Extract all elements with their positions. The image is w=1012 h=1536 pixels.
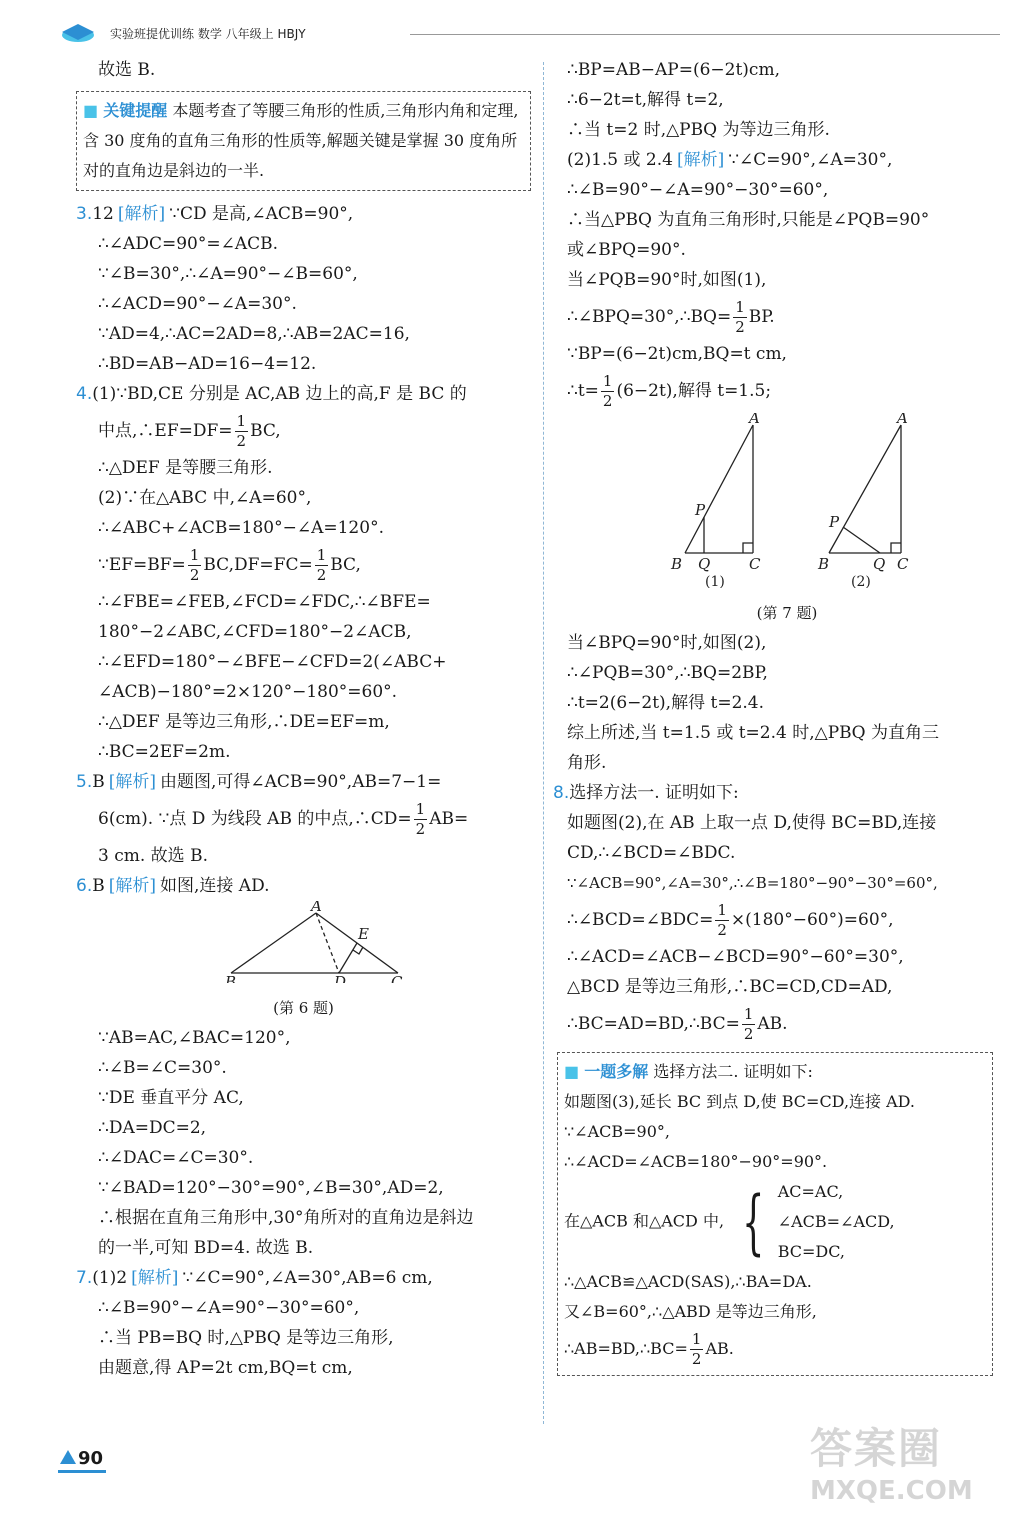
q4-line-1: [76, 379, 531, 409]
answer: B: [92, 772, 105, 792]
label-C: C: [391, 973, 403, 983]
label-Q: Q: [873, 555, 886, 573]
text: 由题图,可得∠ACB=90°,AB=7−1=: [160, 772, 442, 792]
label-D: D: [334, 973, 347, 983]
label-C: C: [749, 555, 761, 573]
key-tip-box: [76, 91, 531, 191]
text-line: ∴△ACB≌△ACD(SAS),∴BA=DA.: [564, 1272, 812, 1291]
question-number: 4.: [76, 384, 93, 404]
text-line: ∵AD=4,∴AC=2AD=8,∴AB=2AC=16,: [98, 324, 410, 344]
denominator: 2: [415, 820, 426, 838]
numerator: 1: [717, 901, 727, 919]
text-line: 故选 B.: [98, 60, 156, 80]
text-line: ∴BD=AB−AD=16−4=12.: [98, 354, 317, 374]
label-A: A: [749, 413, 760, 427]
system-line: BC=DC,: [777, 1242, 845, 1261]
text-line: ∴当 PB=BQ 时,△PBQ 是等边三角形,: [98, 1328, 394, 1348]
numerator: 1: [602, 372, 613, 390]
alt-badge: 一题多解: [584, 1062, 649, 1081]
text: BP.: [748, 307, 775, 327]
caption-1: (1): [705, 574, 725, 588]
fraction: [414, 802, 428, 837]
text-line: ∴∠ACD=∠ACB=180°−90°=90°.: [564, 1152, 828, 1171]
caption-2: (2): [851, 574, 871, 588]
figure-caption: (第 6 题): [273, 999, 334, 1017]
figure-caption: (第 7 题): [756, 604, 818, 622]
text-line: [567, 1002, 1007, 1046]
text-line: ∵∠BAD=120°−30°=90°,∠B=30°,AD=2,: [98, 1178, 444, 1198]
label-A: A: [897, 413, 908, 427]
text-line: ∵∠ACB=90°,: [564, 1122, 670, 1141]
page-header: [60, 22, 1000, 46]
right-triangle-diagrams: [567, 413, 1007, 588]
text-line: 的一半,可知 BD=4. 故选 B.: [98, 1238, 314, 1258]
answer: B: [92, 876, 105, 896]
key-tip-text: 本题考查了等腰三角形的性质,三角形内角和定理,含 30 度角的直角三角形的性质等,解题关键是掌握 30 度角所对的直角边是斜边的一半.: [83, 101, 519, 180]
fraction: [733, 300, 747, 335]
text: ∵∠C=90°,∠A=30°,AB=6 cm,: [182, 1268, 433, 1288]
denominator: 2: [602, 392, 613, 410]
system-line: ∠ACB=∠ACD,: [777, 1212, 895, 1231]
text-line: ∴当 t=2 时,△PBQ 为等边三角形.: [567, 120, 830, 140]
alternate-solution-box: [557, 1052, 993, 1376]
text-line: ∴∠B=∠C=30°.: [98, 1058, 227, 1078]
answer: (1)2: [92, 1268, 128, 1288]
text: (6−2t),解得 t=1.5;: [616, 381, 772, 401]
text: 选择方法一. 证明如下:: [569, 783, 739, 803]
text: AB.: [757, 1014, 788, 1034]
fraction: [715, 903, 729, 938]
text-line: ∵DE 垂直平分 AC,: [98, 1088, 244, 1108]
text-line: 由题意,得 AP=2t cm,BQ=t cm,: [98, 1358, 353, 1378]
fraction: [235, 414, 249, 449]
text-line: ∴根据在直角三角形中,30°角所对的直角边是斜边: [98, 1208, 474, 1228]
text: (1)∵BD,CE 分别是 AC,AB 边上的高,F 是 BC 的: [92, 384, 467, 404]
label-A: A: [311, 901, 322, 915]
text-line: [567, 369, 1007, 413]
graduation-cap-icon: [60, 22, 96, 44]
text-line: [564, 1327, 986, 1371]
text: AB.: [705, 1339, 734, 1358]
text: 在△ACB 和△ACD 中,: [564, 1211, 725, 1231]
text: ∴BC=AD=BD,∴BC=: [567, 1014, 740, 1034]
column-divider: [543, 62, 544, 1424]
text-line: ∴6−2t=t,解得 t=2,: [567, 90, 724, 110]
analysis-tag: [解析]: [676, 150, 725, 170]
text-line: ∴∠B=90°−∠A=90°−30°=60°,: [567, 180, 829, 200]
fraction: [601, 374, 615, 409]
watermark-logo: [810, 1416, 1000, 1526]
label-B: B: [818, 555, 830, 573]
q3-line-1: [76, 199, 531, 229]
header-rule: [410, 34, 1000, 35]
text: 如图,连接 AD.: [160, 876, 270, 896]
text-line: 又∠B=60°,∴△ABD 是等边三角形,: [564, 1302, 817, 1321]
text-line: [564, 1177, 986, 1267]
numerator: 1: [743, 1005, 754, 1023]
text-line: 如题图(2),在 AB 上取一点 D,使得 BC=BD,连接: [567, 813, 937, 833]
text: ∴∠BPQ=30°,∴BQ=: [567, 307, 732, 327]
text-line: ∴∠ACD=∠ACB−∠BCD=90°−60°=30°,: [567, 947, 904, 967]
denominator: 2: [316, 566, 327, 584]
text-line: ∴t=2(6−2t),解得 t=2.4.: [567, 693, 765, 713]
q8-line-1: [553, 778, 1007, 808]
text-line: ∴当△PBQ 为直角三角形时,只能是∠PQB=90°: [567, 210, 930, 230]
numerator: 1: [735, 298, 745, 316]
question-number: 8.: [553, 783, 570, 803]
text-line: CD,∴∠BCD=∠BDC.: [567, 843, 736, 863]
denominator: 2: [236, 432, 247, 450]
answer: 12: [92, 204, 114, 224]
text-line: ∴∠B=90°−∠A=90°−30°=60°,: [98, 1298, 360, 1318]
text-line: [76, 797, 531, 841]
denominator: 2: [691, 1350, 702, 1368]
numerator: 1: [415, 800, 426, 818]
text-line: ∵BP=(6−2t)cm,BQ=t cm,: [567, 344, 787, 364]
text-line: ∴BP=AB−AP=(6−2t)cm,: [567, 60, 780, 80]
text: BC,: [250, 421, 281, 441]
bullet-icon: ■: [564, 1062, 585, 1081]
text: 6(cm). ∵点 D 为线段 AB 的中点,∴CD=: [98, 809, 412, 829]
watermark-url: MXQE.COM: [810, 1476, 973, 1506]
numerator: 1: [236, 412, 247, 430]
text: ×(180°−60°)=60°,: [730, 910, 894, 930]
label-Q: Q: [698, 555, 711, 573]
text-line: 角形.: [567, 753, 607, 773]
q7-line-1: [76, 1263, 531, 1293]
denominator: 2: [743, 1025, 754, 1043]
text-line: [76, 409, 531, 453]
numerator: 1: [316, 546, 327, 564]
text-line: 当∠BPQ=90°时,如图(2),: [567, 633, 767, 653]
figure-q6: [76, 901, 531, 1023]
text-line: 或∠BPQ=90°.: [567, 240, 686, 260]
left-brace-icon: {: [742, 1181, 765, 1263]
text-line: [567, 145, 1007, 175]
text-line: 当∠PQB=90°时,如图(1),: [567, 270, 767, 290]
text-line: 3 cm. 故选 B.: [98, 846, 208, 866]
fraction: [690, 1332, 704, 1367]
page-number: [58, 1446, 106, 1474]
numerator: 1: [691, 1330, 702, 1348]
label-B: B: [671, 555, 683, 573]
page-marker-icon: [60, 1450, 76, 1464]
text-line: 综上所述,当 t=1.5 或 t=2.4 时,△PBQ 为直角三: [567, 723, 939, 743]
fraction: [188, 548, 202, 583]
text: BC,DF=FC=: [203, 555, 313, 575]
numerator: 1: [189, 546, 200, 564]
text-line: [76, 543, 531, 587]
figure-q7: [567, 413, 1007, 628]
denominator: 2: [735, 318, 745, 336]
text: ∵EF=BF=: [98, 555, 186, 575]
page-underline: [58, 1470, 106, 1473]
label-E: E: [358, 925, 369, 943]
q6-line-1: [76, 871, 531, 901]
label-P: P: [695, 501, 706, 519]
question-number: 7.: [76, 1268, 93, 1288]
equation-system: [729, 1177, 894, 1267]
text-line: ∴∠PQB=30°,∴BQ=2BP,: [567, 663, 768, 683]
text-line: ∴∠ADC=90°=∠ACB.: [98, 234, 279, 254]
fraction: [742, 1007, 756, 1042]
label-C: C: [897, 555, 909, 573]
left-column: [76, 55, 531, 1383]
text-line: ∵AB=AC,∠BAC=120°,: [98, 1028, 291, 1048]
text-line: ∴∠EFD=180°−∠BFE−∠CFD=2(∠ABC+: [98, 652, 447, 672]
text: 中点,∴EF=DF=: [98, 421, 233, 441]
text: BC,: [330, 555, 361, 575]
text: ∴AB=BD,∴BC=: [564, 1339, 688, 1358]
analysis-tag: [解析]: [117, 204, 166, 224]
watermark-text: 答案圈: [810, 1424, 943, 1473]
text: AB=: [429, 809, 469, 829]
text-line: ∴△DEF 是等边三角形,∴DE=EF=m,: [98, 712, 390, 732]
analysis-tag: [解析]: [108, 876, 156, 896]
bullet-icon: ■: [83, 101, 104, 120]
text-line: ∴∠ACD=90°−∠A=30°.: [98, 294, 297, 314]
text: ∴∠BCD=∠BDC=: [567, 910, 714, 930]
q5-line-1: [76, 767, 531, 797]
question-number: 6.: [76, 876, 93, 896]
denominator: 2: [717, 921, 727, 939]
triangle-diagram: [76, 901, 531, 983]
label-P: P: [829, 513, 840, 531]
text-line: ∵∠B=30°,∴∠A=90°−∠B=60°,: [98, 264, 358, 284]
text-line: ∵∠ACB=90°,∠A=30°,∴∠B=180°−90°−30°=60°,: [567, 874, 938, 892]
question-number: 3.: [76, 204, 93, 224]
book-title: 实验班提优训练 数学 八年级上 HBJY: [110, 27, 306, 41]
label-B: B: [225, 973, 237, 983]
analysis-tag: [解析]: [131, 1268, 179, 1288]
system-line: AC=AC,: [777, 1182, 844, 1201]
question-number: 5.: [76, 772, 93, 792]
text-line: ∴∠DAC=∠C=30°.: [98, 1148, 254, 1168]
text: ∴t=: [567, 381, 599, 401]
denominator: 2: [189, 566, 200, 584]
text-line: △BCD 是等边三角形,∴BC=CD,CD=AD,: [567, 977, 893, 997]
text: ∵∠C=90°,∠A=30°,: [728, 150, 893, 170]
text: 选择方法二. 证明如下:: [653, 1062, 813, 1081]
text-line: ∴∠FBE=∠FEB,∠FCD=∠FDC,∴∠BFE=: [98, 592, 431, 612]
text: ∵CD 是高,∠ACB=90°,: [169, 204, 354, 224]
analysis-tag: [解析]: [108, 772, 156, 792]
page-number-text: 90: [78, 1448, 104, 1469]
text-line: [564, 1057, 986, 1087]
right-column: [553, 55, 1007, 1384]
key-tip-badge: 关键提醒: [103, 101, 168, 120]
text-line: ∴∠ABC+∠ACB=180°−∠A=120°.: [98, 518, 384, 538]
text-line: ∴DA=DC=2,: [98, 1118, 207, 1138]
text-line: [567, 295, 1007, 339]
text-line: [567, 898, 1007, 942]
text: (2)1.5 或 2.4: [567, 150, 673, 170]
text-line: ∠ACB)−180°=2×120°−180°=60°.: [98, 682, 398, 702]
text-line: 如题图(3),延长 BC 到点 D,使 BC=CD,连接 AD.: [564, 1092, 916, 1111]
text-line: 180°−2∠ABC,∠CFD=180°−2∠ACB,: [98, 622, 412, 642]
fraction: [315, 548, 329, 583]
text-line: ∴BC=2EF=2m.: [98, 742, 231, 762]
text-line: ∴△DEF 是等腰三角形.: [98, 458, 273, 478]
text-line: (2)∵在△ABC 中,∠A=60°,: [98, 488, 312, 508]
